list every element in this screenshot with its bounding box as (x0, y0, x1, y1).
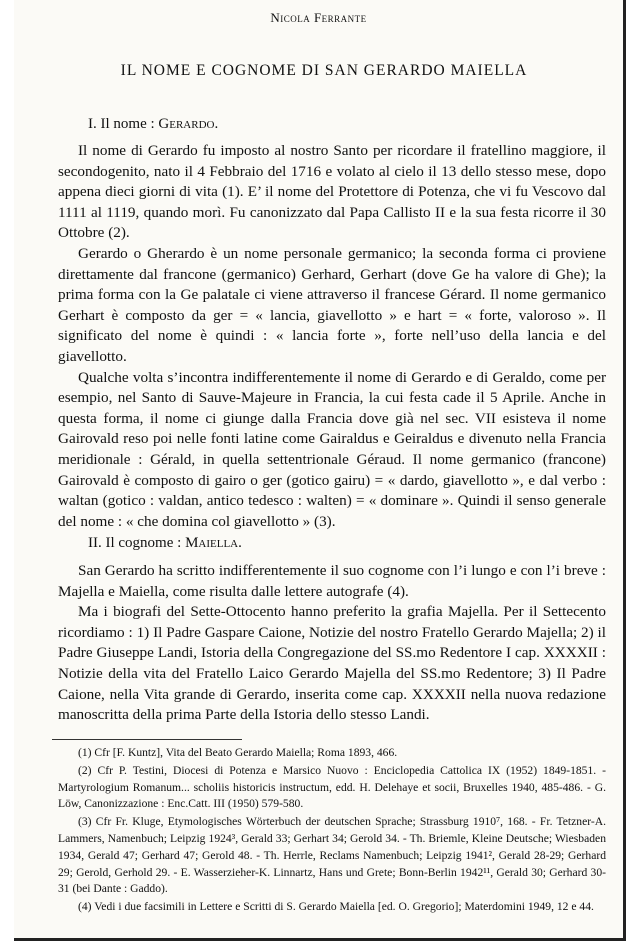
section-heading-nome (88, 116, 218, 133)
paragraph: Qualche volta s’incontra indifferentemente il nome di Gerardo e di Geraldo, come per esempio, nel Santo di Sauve-Majeure in Francia, la cui festa cade il 5 Aprile. Anche in questa forma, il nome ci giunge dalla Francia dove già nel sec. VII esisteva il nome Gairovald reso poi nelle fonti latine come Gairaldus e Geiraldus e divenuto nella Francia meridionale : Gérald, in quella settentrionale Géraud. Il nome germanico (francone) Gairovald è composto di gairo o ger (gotico gairu) = « dardo, giavellotto », e dal verbo : waltan (gotico : valdan, antico tedesco : walten) = « dominare ». Quindi il senso generale del nome : « che domina col giavellotto » (3). (58, 368, 606, 530)
footnote-divider (52, 739, 242, 740)
paragraph: San Gerardo ha scritto indifferentemente il suo cognome con l’i lungo e con l’i breve : Majella e Maiella, come risulta dalle lettere autografe (4). (58, 562, 606, 600)
paragraph: Gerardo o Gherardo è un nome personale germanico; la seconda forma ci proviene direttamente dal francone (germanico) Gerhard, Gerhart (dove Ge ha valore di Ghe); la prima forma con la Ge palatale ci viene attraverso il francese Gérard. Il nome germanico Gerhart è composto da ger = « lancia, giavellotto » e hart = « forte, valoroso ». Il significato del nome è quindi : « lancia forte », forte nell’uso della lancia e del giavellotto. (58, 244, 606, 365)
section-heading-label: II. Il cognome : (88, 535, 186, 551)
section-cognome-body (58, 561, 606, 726)
footnote: (1) Cfr [F. Kuntz], Vita del Beato Gerardo Maiella; Roma 1893, 466. (78, 746, 398, 759)
document-page (14, 0, 626, 941)
paragraph: Il nome di Gerardo fu imposto al nostro Santo per ricordare il fratellino maggiore, il secondogenito, nato il 4 Febbraio del 1716 e volato al cielo il 13 dello stesso mese, dopo appena dieci giorni di vita (1). E’ il nome del Protettore di Potenza, che vi fu Vescovo dal 1111 al 1119, quando morì. Fu canonizzato dal Papa Callisto II e la sua festa ricorre il 30 Ottobre (2). (58, 142, 606, 242)
footnotes (58, 745, 606, 917)
section-heading-label: I. Il nome : (88, 116, 159, 132)
running-head: Nicola Ferrante (270, 10, 367, 25)
footnote: (4) Vedi i due facsimili in Lettere e Scritti di S. Gerardo Maiella [ed. O. Gregorio]; Materdomini 1949, 12 e 44. (78, 900, 594, 914)
footnote: (2) Cfr P. Testini, Diocesi di Potenza e Marsico Nuovo : Enciclopedia Cattolica IX (1952) 1849-1851. - Martyrologium Romanum... scholiis historicis instructum, edd. H. Delehaye et socii, Bruxelles 1940, 485-486. - G. Löw, Canonizzazione : Enc.Catt. III (1950) 579-580. (58, 763, 606, 811)
section-heading-term: Maiella. (185, 535, 242, 551)
section-nome-body (58, 141, 606, 532)
article-title: IL NOME E COGNOME DI SAN GERARDO MAIELLA (120, 62, 528, 79)
paragraph: Ma i biografi del Sette-Ottocento hanno preferito la grafia Majella. Per il Settecento ricordiamo : 1) Il Padre Gaspare Caione, Notizie del nostro Fratello Gerardo Majella; 2) il Padre Giuseppe Landi, Istoria della Congregazione del SS.mo Redentore I cap. XXXXII : Notizie della vita del Fratello Laico Gerardo Majella del SS.mo Redentore; 3) Il Padre Caione, nella Vita grande di Gerardo, inserita come cap. XXXXII nella nuova redazione manoscritta della prima Parte della Istoria dello stesso Landi. (58, 603, 606, 724)
footnote: (3) Cfr Fr. Kluge, Etymologisches Wörterbuch der deutschen Sprache; Strassburg 1910⁷, 168. - Fr. Tetzner-A. Lammers, Namenbuch; Leipzig 1924³, Gerald 33; Gerhart 34; Gerold 34. - Th. Briemle, Kleine Deutsche; Wiesbaden 1934, Gerald 47; Gerhard 47; Gerold 48. - Th. Herrle, Reclams Namenbuch; Leipzig 1941², Gerald 28-29; Gerhard 29; Gerold, Gerhold 29. - E. Wasserzieher-K. Linnartz, Hans und Grete; Bonn-Berlin 1942¹¹, Gerald 30; Gerhard 30-31 (bei Dante : Gaddo). (58, 815, 606, 896)
section-heading-cognome (88, 535, 242, 552)
section-heading-term: Gerardo. (158, 116, 219, 132)
